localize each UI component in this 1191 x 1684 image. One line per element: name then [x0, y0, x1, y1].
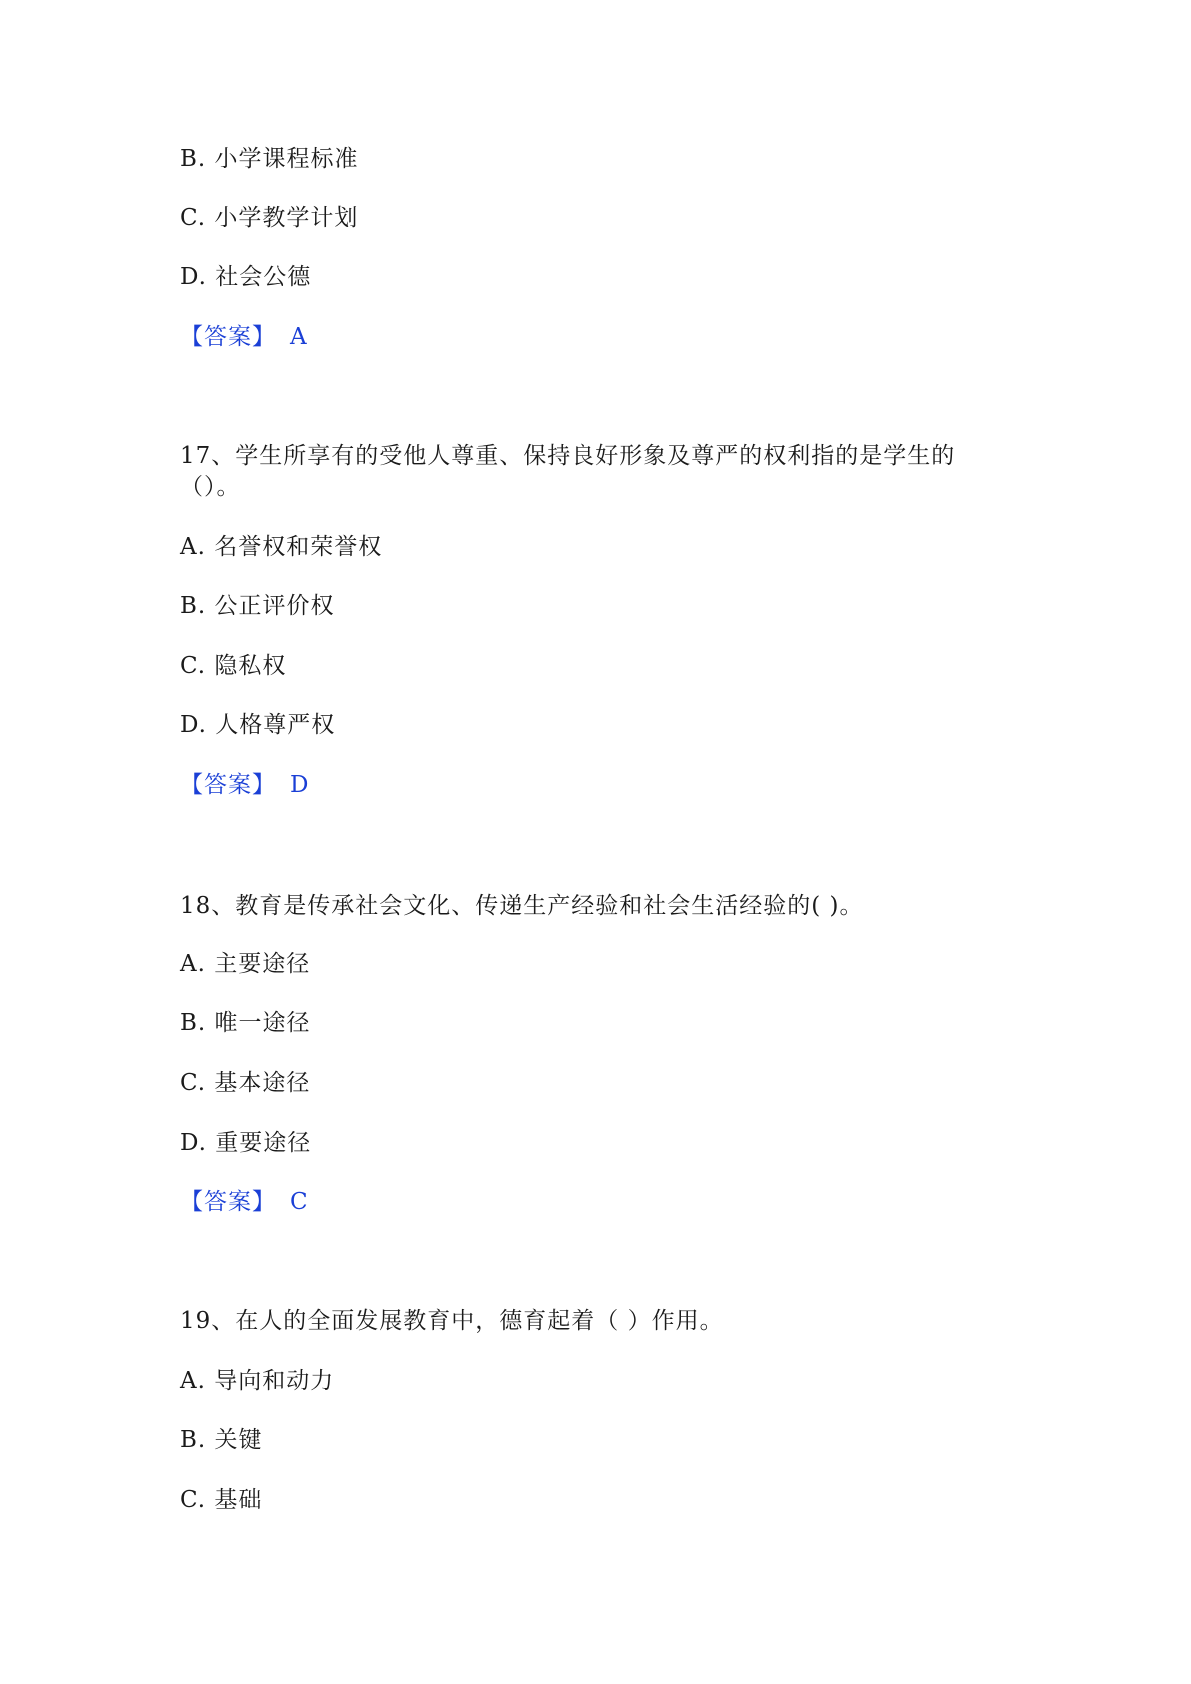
option-a: A. 导向和动力 [180, 1368, 335, 1394]
option-c: C. 基础 [180, 1487, 263, 1513]
option-d: D. 社会公德 [180, 264, 312, 290]
question-stem: 17、学生所享有的受他人尊重、保持良好形象及尊严的权利指的是学生的 [180, 443, 956, 469]
option-c: C. 基本途径 [180, 1070, 311, 1096]
option-d: D. 人格尊严权 [180, 712, 336, 738]
option-b: B. 公正评价权 [180, 593, 335, 619]
question-stem: 19、在人的全面发展教育中，德育起着（ ）作用。 [180, 1308, 724, 1334]
option-a: A. 名誉权和荣誉权 [180, 534, 383, 560]
question-stem-cont: （）。 [180, 474, 241, 500]
answer-line [180, 1187, 309, 1217]
answer-label: 【答案】 [180, 324, 276, 350]
answer-value: C [290, 1189, 309, 1215]
option-b: B. 唯一途径 [180, 1010, 311, 1036]
answer-line [180, 322, 308, 352]
question-stem: 18、教育是传承社会文化、传递生产经验和社会生活经验的( )。 [180, 893, 864, 919]
option-b: B. 关键 [180, 1427, 263, 1453]
option-c: C. 隐私权 [180, 653, 287, 679]
answer-value: D [290, 772, 310, 798]
answer-value: A [290, 324, 308, 350]
option-c: C. 小学教学计划 [180, 205, 359, 231]
answer-label: 【答案】 [180, 1189, 276, 1215]
answer-line [180, 770, 309, 800]
option-b: B. 小学课程标准 [180, 146, 359, 172]
answer-label: 【答案】 [180, 772, 276, 798]
option-d: D. 重要途径 [180, 1130, 312, 1156]
option-a: A. 主要途径 [180, 951, 311, 977]
